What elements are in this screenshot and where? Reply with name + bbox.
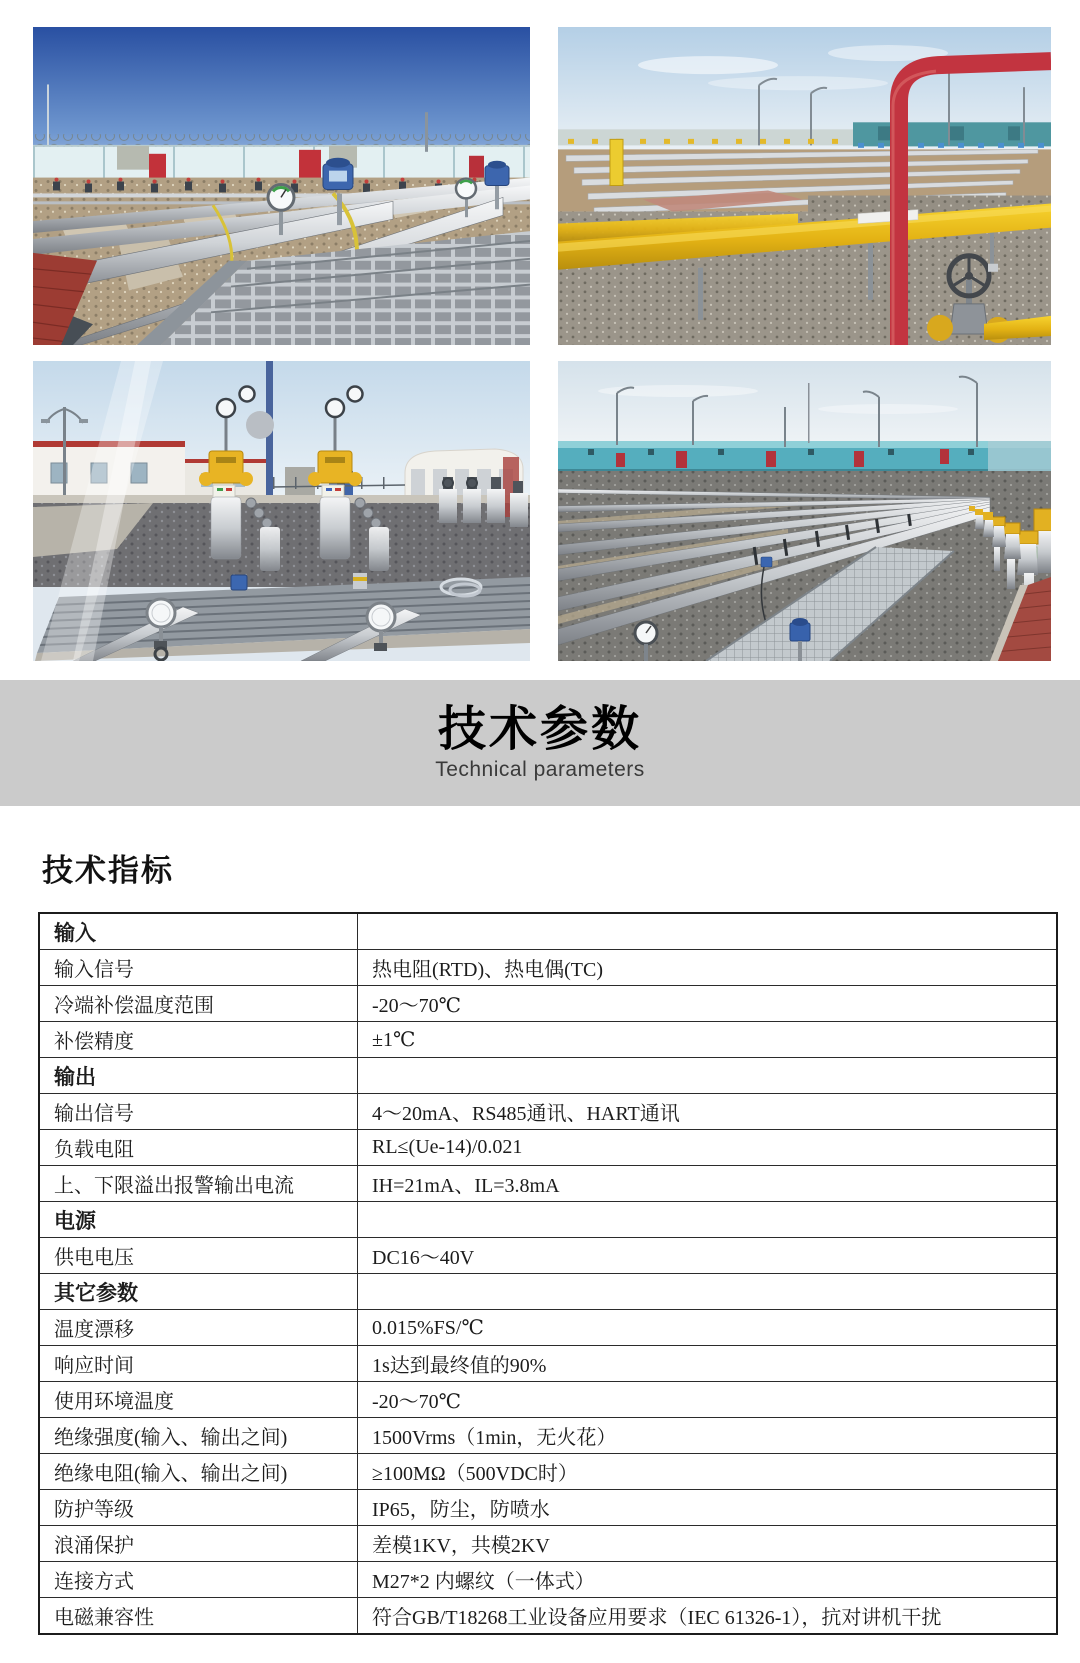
spec-item-row: [39, 1346, 1057, 1382]
spec-heading: 技术指标: [42, 853, 174, 888]
spec-value: [358, 1058, 1058, 1094]
spec-item-row: [39, 1022, 1057, 1058]
spec-label: 补偿精度: [39, 1022, 358, 1058]
spec-item-row: [39, 1454, 1057, 1490]
spec-value: 符合GB/T18268工业设备应用要求（IEC 61326-1），抗对讲机干扰: [358, 1598, 1058, 1635]
spec-label: 负载电阻: [39, 1130, 358, 1166]
spec-item-row: [39, 1526, 1057, 1562]
spec-label: 电源: [39, 1202, 358, 1238]
spec-item-row: [39, 1382, 1057, 1418]
spec-item-row: [39, 1490, 1057, 1526]
spec-label: 使用环境温度: [39, 1382, 358, 1418]
spec-value: [358, 1274, 1058, 1310]
spec-value: ±1℃: [358, 1022, 1058, 1058]
spec-label: 冷端补偿温度范围: [39, 986, 358, 1022]
section-banner: [0, 680, 1080, 806]
spec-label: 输出: [39, 1058, 358, 1094]
spec-label: 绝缘强度(输入、输出之间): [39, 1418, 358, 1454]
spec-label: 输入信号: [39, 950, 358, 986]
spec-section-row: [39, 1058, 1057, 1094]
spec-item-row: [39, 1094, 1057, 1130]
spec-value: 热电阻(RTD)、热电偶(TC): [358, 950, 1058, 986]
spec-item-row: [39, 1238, 1057, 1274]
spec-label: 连接方式: [39, 1562, 358, 1598]
spec-item-row: [39, 1130, 1057, 1166]
spec-item-row: [39, 1310, 1057, 1346]
spec-label: 温度漂移: [39, 1310, 358, 1346]
site-photo-grid: [0, 0, 1080, 661]
spec-value: 0.015%FS/℃: [358, 1310, 1058, 1346]
spec-item-row: [39, 1562, 1057, 1598]
spec-value: ≥100MΩ（500VDC时）: [358, 1454, 1058, 1490]
spec-value: DC16～40V: [358, 1238, 1058, 1274]
spec-value: 差模1KV，共模2KV: [358, 1526, 1058, 1562]
site-photo-wellheads-platform: [33, 361, 530, 661]
spec-section-row: [39, 913, 1057, 950]
spec-label: 供电电压: [39, 1238, 358, 1274]
spec-value: -20～70℃: [358, 986, 1058, 1022]
spec-label: 浪涌保护: [39, 1526, 358, 1562]
spec-value: -20～70℃: [358, 1382, 1058, 1418]
spec-table-body: [39, 913, 1057, 1634]
spec-label: 防护等级: [39, 1490, 358, 1526]
spec-item-row: [39, 1418, 1057, 1454]
spec-label: 电磁兼容性: [39, 1598, 358, 1635]
spec-table: [38, 912, 1058, 1635]
spec-value: [358, 913, 1058, 950]
site-photo-yellow-red-pipes: [558, 27, 1051, 345]
spec-label: 其它参数: [39, 1274, 358, 1310]
spec-value: 1500Vrms（1min，无火花）: [358, 1418, 1058, 1454]
spec-label: 上、下限溢出报警输出电流: [39, 1166, 358, 1202]
photo-4-illustration: [558, 361, 1051, 661]
spec-section-row: [39, 1274, 1057, 1310]
spec-value: IP65，防尘，防喷水: [358, 1490, 1058, 1526]
spec-item-row: [39, 950, 1057, 986]
spec-label: 输出信号: [39, 1094, 358, 1130]
spec-value: RL≤(Ue-14)/0.021: [358, 1130, 1058, 1166]
banner-title: 技术参数: [437, 702, 642, 756]
spec-label: 响应时间: [39, 1346, 358, 1382]
site-photo-pipeline-rows: [558, 361, 1051, 661]
spec-value: 4～20mA、RS485通讯、HART通讯: [358, 1094, 1058, 1130]
site-photo-pipelines-transmitters: [33, 27, 530, 345]
spec-value: [358, 1202, 1058, 1238]
spec-section-row: [39, 1202, 1057, 1238]
spec-label: 输入: [39, 913, 358, 950]
spec-value: 1s达到最终值的90%: [358, 1346, 1058, 1382]
spec-value: IH=21mA、IL=3.8mA: [358, 1166, 1058, 1202]
photo-1-illustration: [33, 27, 530, 345]
spec-item-row: [39, 986, 1057, 1022]
spec-item-row: [39, 1166, 1057, 1202]
banner-subtitle: Technical parameters: [435, 758, 645, 782]
spec-label: 绝缘电阻(输入、输出之间): [39, 1454, 358, 1490]
photo-2-illustration: [558, 27, 1051, 345]
spec-item-row: [39, 1598, 1057, 1635]
photo-3-illustration: [33, 361, 530, 661]
spec-value: M27*2 内螺纹（一体式）: [358, 1562, 1058, 1598]
